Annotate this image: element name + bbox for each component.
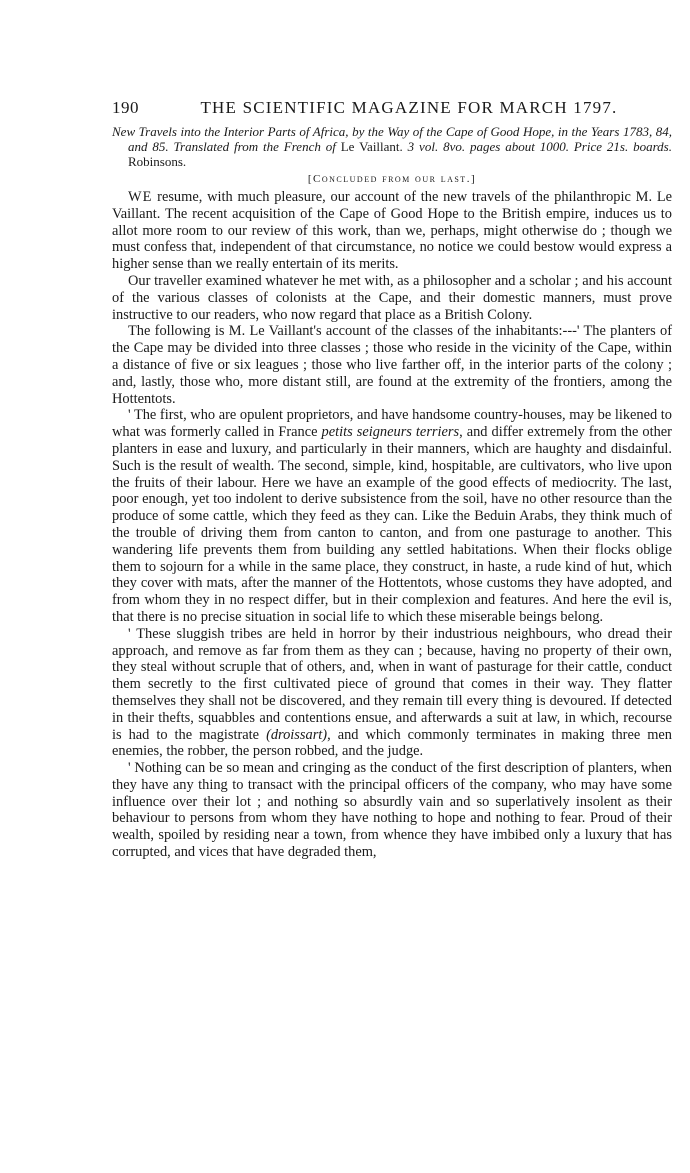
paragraph-text: , and which commonly terminates in making three men enemies, the robber, the person robbed, and the judge. bbox=[112, 726, 672, 760]
paragraph-text: ' The first, who are opulent proprietors, and have handsome country-houses, may be likened to what was formerly called in France bbox=[112, 407, 672, 441]
italic-term: petits seigneurs terriers bbox=[321, 424, 460, 441]
opening-word: WE bbox=[128, 189, 153, 205]
paragraph: The following is M. Le Vaillant's account of the classes of the inhabitants:---' The planters of the Cape may be divided into three classes ; those who reside in the vicinity of the Cape, within a distance of five or six leagues ; those who live farther off, in the interior parts of the colony ; and, lastly, those who, more distant still, are found at the extremity of the frontiers, among the Hottentots. bbox=[112, 323, 672, 407]
review-heading bbox=[112, 124, 672, 169]
paragraph bbox=[112, 189, 672, 273]
review-publisher: Robinsons. bbox=[128, 154, 187, 169]
review-author: Le Vaillant. bbox=[335, 139, 408, 154]
italic-term: (droissart) bbox=[266, 726, 328, 743]
paragraph: ' Nothing can be so mean and cringing as the conduct of the first description of planters, when they have any thing to transact with the principal officers of the company, who may have some influence over their lot ; and nothing so absurdly vain and so superlatively insolent as their behaviour to persons from whom they have nothing to hope and nothing to fear. Proud of their wealth, spoiled by residing near a town, from whence they have imbibed only a luxury that has corrupted, and vices that have degraded them, bbox=[112, 760, 672, 861]
running-title: THE SCIENTIFIC MAGAZINE FOR MARCH 1797. bbox=[200, 98, 618, 117]
paragraph bbox=[112, 407, 672, 625]
review-details: 3 vol. 8vo. pages about 1000. Price 21s. boards. bbox=[407, 139, 672, 154]
paragraph-text: , and differ extremely from the other planters in ease and luxury, and particularly in their manners, which are haughty and disdainful. Such is the result of wealth. The second, simple, kind, hospitable, are cultivators, who live upon the fruits of their labour. Here we have an example of the good effects of mediocrity. The last, poor enough, yet too indolent to derive subsistence from the soil, have no other resource than the produce of some cattle, which they feed as they can. Like the Beduin Arabs, they think much of the trouble of driving them from canton to canton, and from one pasturage to another. This wandering life prevents them from building any settled habitations. When their flocks oblige them to sojourn for a while in the same place, they construct, in haste, a rude kind of hut, which they cover with mats, after the manner of the Hottentots, whose customs they have adopted, and from whom they in no respect differ, but in their complexion and features. And here the evil is, that there is no precise situation in social life to which these miserable beings belong. bbox=[112, 424, 672, 625]
article-body bbox=[112, 189, 672, 861]
page-content bbox=[112, 98, 672, 861]
continued-note: [Concluded from our last.] bbox=[307, 173, 477, 185]
review-title: New Travels into the Interior Parts of Africa, by the Way of the Cape of Good Hope, in the Years 1783, 84, and 85. Translated from the French of bbox=[112, 124, 672, 154]
running-head bbox=[112, 98, 672, 118]
paragraph-text: resume, with much pleasure, our account of the new travels of the philanthropic M. Le Vaillant. The recent acquisition of the Cape of Good Hope to the British empire, induces us to allot more room to our review of this work, than we, perhaps, might otherwise do ; though we must confess that, independent of that circumstance, no notice we could bestow would express a higher sense than we really entertain of its merits. bbox=[112, 189, 672, 273]
paragraph bbox=[112, 626, 672, 760]
paragraph-text: ' These sluggish tribes are held in horror by their industrious neighbours, who dread their approach, and remove as far from them as they can ; because, having no property of their own, they steal without scruple that of others, and, when in want of pasturage for their cattle, conduct them secretly to the first cultivated piece of ground that comes in their way. They flatter themselves they shall not be discovered, and they remain till every thing is devoured. If detected in their thefts, squabbles and contentions ensue, and afterwards a suit at law, in which, recourse is had to the magistrate bbox=[112, 625, 672, 743]
paragraph: Our traveller examined whatever he met with, as a philosopher and a scholar ; and his account of the various classes of colonists at the Cape, and their domestic manners, must prove instructive to our readers, who now regard that place as a British Colony. bbox=[112, 272, 672, 323]
page-number: 190 bbox=[112, 98, 139, 117]
